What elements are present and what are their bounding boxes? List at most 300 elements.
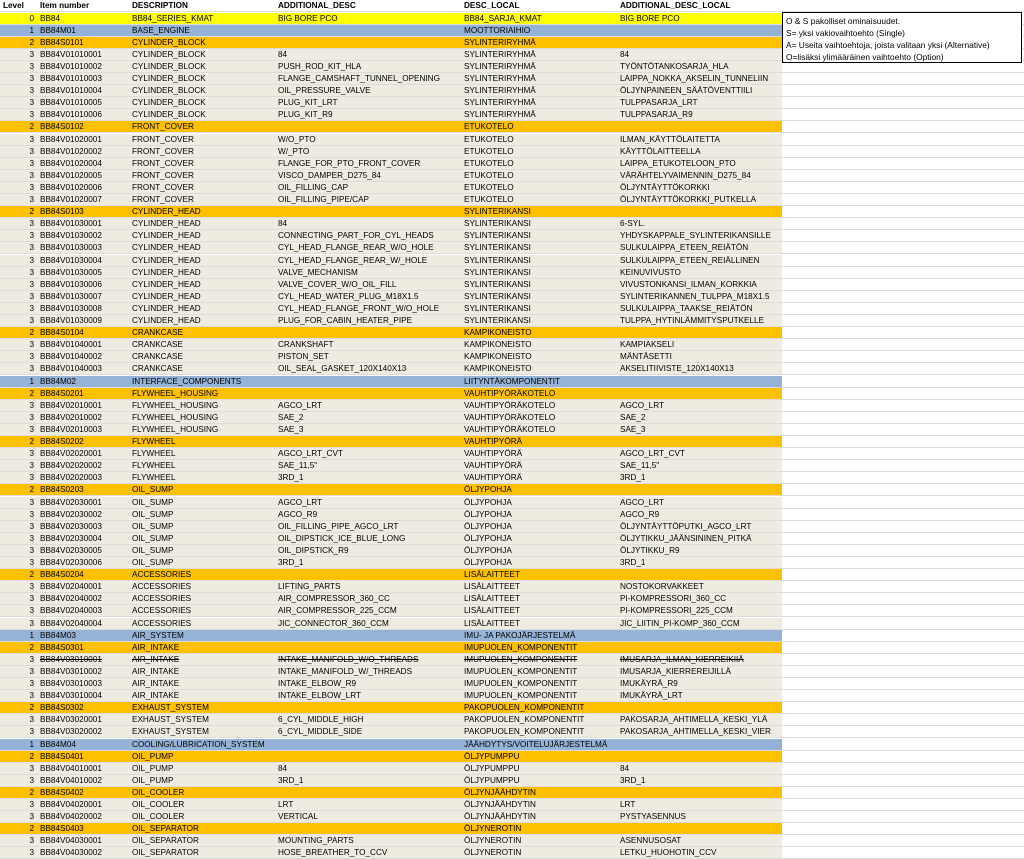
empty-cells[interactable] (782, 279, 1024, 290)
cell-additional-desc-local[interactable] (620, 327, 780, 338)
cell-description[interactable]: CRANKCASE (132, 364, 183, 374)
cell-desc-local[interactable]: IMU- JA PAKOJÄRJESTELMÄ (464, 630, 576, 640)
cell-level[interactable]: 3 (29, 340, 34, 350)
cell-additional-desc[interactable] (278, 388, 462, 399)
cell-description[interactable]: CYLINDER_HEAD (132, 243, 201, 253)
cell-additional-desc-local[interactable]: SYLINTERIKANNEN_TULPPA_M18X1.5 (620, 291, 770, 301)
cell-additional-desc-local[interactable]: PAKOSARJA_AHTIMELLA_KESKI_VIER (620, 727, 771, 737)
cell-description[interactable]: CRANKCASE (132, 328, 183, 338)
cell-item-number[interactable]: BB84V02030006 (40, 558, 102, 567)
cell-level[interactable]: 3 (29, 400, 34, 410)
cell-description[interactable]: AIR_INTAKE (132, 679, 180, 688)
table-row[interactable] (0, 799, 1024, 811)
empty-cells[interactable] (782, 714, 1024, 725)
empty-cells[interactable] (782, 242, 1024, 253)
cell-description[interactable]: OIL_SEPARATOR (132, 836, 199, 846)
cell-item-number[interactable]: BB84V02020003 (40, 473, 102, 483)
cell-desc-local[interactable]: VAUHTIPYÖRÄ (464, 473, 523, 483)
cell-desc-local[interactable]: LISÄLAITTEET (464, 606, 520, 616)
cell-additional-desc-local[interactable]: IMUKÄYRÄ_LRT (620, 691, 683, 701)
cell-additional-desc[interactable] (278, 376, 462, 387)
cell-description[interactable]: FLYWHEEL_HOUSING (132, 388, 219, 398)
table-row[interactable] (0, 763, 1024, 775)
cell-item-number[interactable]: BB84V02020002 (40, 461, 102, 471)
cell-additional-desc[interactable]: JIC_CONNECTOR_360_CCM (278, 618, 389, 628)
cell-description[interactable]: INTERFACE_COMPONENTS (132, 376, 242, 386)
cell-desc-local[interactable]: SYLINTERIKANSI (464, 231, 531, 241)
cell-level[interactable]: 3 (29, 291, 34, 301)
cell-description[interactable]: FRONT_COVER (132, 158, 194, 168)
cell-additional-desc[interactable] (278, 484, 462, 495)
cell-description[interactable]: COOLING/LUBRICATION_SYSTEM (132, 739, 265, 749)
cell-desc-local[interactable]: VAUHTIPYÖRÄ (464, 437, 523, 446)
cell-item-number[interactable]: BB84V03020001 (40, 715, 102, 725)
header-description[interactable]: DESCRIPTION (132, 1, 188, 10)
cell-item-number[interactable]: BB84V04030002 (40, 848, 102, 858)
empty-cells[interactable] (782, 533, 1024, 544)
table-row[interactable] (0, 400, 1024, 412)
cell-additional-desc[interactable]: 3RD_1 (278, 473, 304, 483)
cell-level[interactable]: 2 (29, 642, 34, 652)
cell-desc-local[interactable]: ÖLJYPOHJA (464, 521, 512, 531)
table-row[interactable] (0, 267, 1024, 279)
cell-description[interactable]: CYLINDER_BLOCK (132, 74, 206, 83)
cell-level[interactable]: 3 (29, 679, 34, 688)
table-row[interactable] (0, 388, 1024, 400)
cell-additional-desc-local[interactable]: 3RD_1 (620, 558, 646, 567)
cell-desc-local[interactable]: IMUPUOLEN_KOMPONENTIT (464, 642, 578, 652)
cell-item-number[interactable]: BB84M02 (40, 376, 76, 386)
cell-level[interactable]: 3 (29, 267, 34, 277)
cell-description[interactable]: FLYWHEEL_HOUSING (132, 400, 219, 410)
cell-description[interactable]: EXHAUST_SYSTEM (132, 703, 209, 713)
table-row[interactable] (0, 835, 1024, 847)
cell-additional-desc-local[interactable]: IMUSARJA_ILMAN_KIERREIKIIÄ (620, 654, 744, 664)
empty-cells[interactable] (782, 182, 1024, 193)
empty-cells[interactable] (782, 690, 1024, 701)
cell-desc-local[interactable]: ETUKOTELO (464, 182, 514, 192)
cell-additional-desc-local[interactable]: ÖLJYTIKKU_R9 (620, 545, 680, 555)
table-row[interactable] (0, 376, 1024, 388)
table-row[interactable] (0, 654, 1024, 666)
empty-cells[interactable] (782, 315, 1024, 326)
cell-description[interactable]: OIL_SUMP (132, 545, 174, 555)
table-row[interactable] (0, 581, 1024, 593)
cell-item-number[interactable]: BB84V01020006 (40, 182, 102, 192)
cell-description[interactable]: OIL_SUMP (132, 509, 174, 519)
table-row[interactable] (0, 823, 1024, 835)
cell-additional-desc[interactable]: AGCO_LRT_CVT (278, 449, 343, 459)
cell-item-number[interactable]: BB84V02040002 (40, 594, 102, 604)
cell-level[interactable]: 3 (29, 146, 34, 156)
cell-description[interactable]: FRONT_COVER (132, 122, 194, 132)
cell-desc-local[interactable]: SYLINTERIKANSI (464, 316, 531, 325)
cell-desc-local[interactable]: ETUKOTELO (464, 195, 514, 204)
cell-additional-desc-local[interactable]: TULPPA_HYTINLÄMMITYSPUTKELLE (620, 316, 765, 325)
cell-level[interactable]: 3 (29, 800, 34, 809)
cell-additional-desc[interactable]: PLUG_FOR_CABIN_HEATER_PIPE (278, 316, 413, 325)
cell-additional-desc-local[interactable]: MÄNTÄSETTI (620, 352, 672, 362)
empty-cells[interactable] (782, 255, 1024, 266)
table-row[interactable] (0, 279, 1024, 291)
table-row[interactable] (0, 702, 1024, 714)
cell-additional-desc-local[interactable]: TYÖNTÖTANKOSARJA_HLA (620, 61, 729, 71)
table-row[interactable] (0, 775, 1024, 787)
cell-item-number[interactable]: BB84V01020002 (40, 146, 102, 156)
cell-level[interactable]: 3 (29, 61, 34, 71)
cell-additional-desc-local[interactable] (620, 206, 780, 217)
cell-additional-desc-local[interactable]: PI-KOMPRESSORI_360_CC (620, 594, 727, 604)
cell-level[interactable]: 3 (29, 231, 34, 241)
cell-item-number[interactable]: BB84V02030002 (40, 509, 102, 519)
empty-cells[interactable] (782, 388, 1024, 399)
cell-item-number[interactable]: BB84S0101 (40, 37, 84, 47)
cell-item-number[interactable]: BB84V02010002 (40, 412, 102, 422)
empty-cells[interactable] (782, 642, 1024, 653)
cell-item-number[interactable]: BB84V03010002 (40, 666, 102, 676)
cell-description[interactable]: CYLINDER_BLOCK (132, 86, 206, 96)
cell-additional-desc[interactable]: 84 (278, 49, 288, 59)
cell-desc-local[interactable]: IMUPUOLEN_KOMPONENTIT (464, 691, 578, 701)
cell-additional-desc-local[interactable] (620, 739, 780, 750)
cell-desc-local[interactable]: SYLINTERIKANSI (464, 243, 531, 253)
cell-additional-desc[interactable]: CRANKSHAFT (278, 340, 334, 350)
cell-level[interactable]: 3 (29, 727, 34, 737)
empty-cells[interactable] (782, 472, 1024, 483)
table-row[interactable] (0, 545, 1024, 557)
table-row[interactable] (0, 121, 1024, 133)
cell-desc-local[interactable]: MOOTTORIAIHIO (464, 25, 531, 35)
cell-description[interactable]: CYLINDER_HEAD (132, 316, 201, 325)
empty-cells[interactable] (782, 194, 1024, 205)
cell-additional-desc[interactable]: OIL_DIPSTICK_ICE_BLUE_LONG (278, 533, 406, 543)
cell-item-number[interactable]: BB84S0401 (40, 751, 84, 761)
cell-additional-desc-local[interactable]: VIVUSTONKANSI_ILMAN_KORKKIA (620, 279, 757, 289)
cell-description[interactable]: OIL_SEPARATOR (132, 848, 199, 858)
cell-description[interactable]: OIL_SUMP (132, 485, 174, 495)
cell-desc-local[interactable]: ÖLJYPOHJA (464, 533, 512, 543)
cell-additional-desc[interactable]: CYL_HEAD_FLANGE_FRONT_W/O_HOLE (278, 303, 440, 313)
cell-additional-desc-local[interactable]: KAMPIAKSELI (620, 340, 675, 350)
cell-desc-local[interactable]: SYLINTERIRYHMÄ (464, 37, 536, 47)
cell-level[interactable]: 3 (29, 74, 34, 83)
cell-desc-local[interactable]: VAUHTIPYÖRÄ (464, 449, 523, 459)
table-row[interactable] (0, 739, 1024, 751)
cell-item-number[interactable]: BB84V03010004 (40, 691, 102, 701)
empty-cells[interactable] (782, 521, 1024, 532)
cell-item-number[interactable]: BB84 (40, 13, 61, 23)
cell-desc-local[interactable]: SYLINTERIKANSI (464, 207, 531, 217)
cell-level[interactable]: 1 (29, 630, 34, 640)
cell-item-number[interactable]: BB84V01040003 (40, 364, 102, 374)
table-row[interactable] (0, 726, 1024, 738)
cell-desc-local[interactable]: PAKOPUOLEN_KOMPONENTIT (464, 727, 585, 737)
cell-item-number[interactable]: BB84V01030001 (40, 219, 102, 229)
empty-cells[interactable] (782, 327, 1024, 338)
table-row[interactable] (0, 158, 1024, 170)
cell-description[interactable]: ACCESSORIES (132, 582, 192, 592)
cell-desc-local[interactable]: ÖLJYPUMPPU (464, 751, 520, 761)
cell-additional-desc[interactable]: AIR_COMPRESSOR_225_CCM (278, 606, 397, 616)
empty-cells[interactable] (782, 775, 1024, 786)
cell-additional-desc-local[interactable] (620, 37, 780, 48)
cell-additional-desc[interactable]: PISTON_SET (278, 352, 329, 362)
table-row[interactable] (0, 557, 1024, 569)
cell-description[interactable]: FLYWHEEL_HOUSING (132, 424, 219, 434)
cell-item-number[interactable]: BB84V01020005 (40, 170, 102, 180)
cell-additional-desc-local[interactable] (620, 751, 780, 762)
cell-additional-desc-local[interactable]: 84 (620, 49, 630, 59)
cell-description[interactable]: CYLINDER_BLOCK (132, 49, 206, 59)
cell-item-number[interactable]: BB84V04010001 (40, 763, 102, 773)
cell-level[interactable]: 3 (29, 424, 34, 434)
cell-level[interactable]: 3 (29, 836, 34, 846)
cell-level[interactable]: 3 (29, 606, 34, 616)
cell-additional-desc-local[interactable]: AGCO_LRT_CVT (620, 449, 685, 459)
cell-additional-desc-local[interactable]: YHDYSKAPPALE_SYLINTERIKANSILLE (620, 231, 771, 241)
cell-desc-local[interactable]: IMUPUOLEN_KOMPONENTIT (464, 666, 578, 676)
table-row[interactable] (0, 315, 1024, 327)
empty-cells[interactable] (782, 545, 1024, 556)
cell-additional-desc[interactable] (278, 823, 462, 834)
cell-description[interactable]: OIL_PUMP (132, 775, 174, 785)
cell-description[interactable]: CYLINDER_HEAD (132, 279, 201, 289)
cell-item-number[interactable]: BB84V01030008 (40, 303, 102, 313)
cell-level[interactable]: 3 (29, 545, 34, 555)
cell-level[interactable]: 3 (29, 195, 34, 204)
cell-desc-local[interactable]: VAUHTIPYÖRÄ (464, 461, 523, 471)
cell-description[interactable]: FLYWHEEL (132, 473, 176, 483)
cell-level[interactable]: 1 (29, 376, 34, 386)
cell-description[interactable]: OIL_PUMP (132, 763, 174, 773)
empty-cells[interactable] (782, 73, 1024, 84)
cell-item-number[interactable]: BB84V01030003 (40, 243, 102, 253)
cell-level[interactable]: 2 (29, 751, 34, 761)
cell-additional-desc[interactable]: SAE_11,5" (278, 461, 318, 471)
empty-cells[interactable] (782, 291, 1024, 302)
cell-desc-local[interactable]: ÖLJYPOHJA (464, 485, 512, 495)
cell-desc-local[interactable]: ÖLJYPOHJA (464, 497, 512, 507)
cell-level[interactable]: 3 (29, 558, 34, 567)
cell-level[interactable]: 1 (29, 739, 34, 749)
cell-desc-local[interactable]: SYLINTERIKANSI (464, 219, 531, 229)
cell-item-number[interactable]: BB84V01030002 (40, 231, 102, 241)
cell-desc-local[interactable]: LIITYNTÄKOMPONENTIT (464, 376, 560, 386)
cell-desc-local[interactable]: SYLINTERIKANSI (464, 267, 531, 277)
cell-item-number[interactable]: BB84V01040001 (40, 340, 102, 350)
cell-description[interactable]: OIL_SEPARATOR (132, 824, 199, 834)
cell-desc-local[interactable]: SYLINTERIKANSI (464, 279, 531, 289)
cell-item-number[interactable]: BB84V01030009 (40, 316, 102, 325)
cell-level[interactable]: 3 (29, 158, 34, 168)
cell-additional-desc[interactable]: CYL_HEAD_WATER_PLUG_M18X1.5 (278, 291, 419, 301)
cell-additional-desc-local[interactable] (620, 484, 780, 495)
cell-description[interactable]: FRONT_COVER (132, 195, 194, 204)
table-row[interactable] (0, 436, 1024, 448)
cell-level[interactable]: 3 (29, 775, 34, 785)
cell-level[interactable]: 2 (29, 207, 34, 217)
cell-additional-desc[interactable]: OIL_PRESSURE_VALVE (278, 86, 371, 96)
cell-additional-desc[interactable]: HOSE_BREATHER_TO_CCV (278, 848, 388, 858)
table-row[interactable] (0, 569, 1024, 581)
cell-level[interactable]: 1 (29, 25, 34, 35)
cell-level[interactable]: 3 (29, 594, 34, 604)
empty-cells[interactable] (782, 654, 1024, 665)
empty-cells[interactable] (782, 351, 1024, 362)
cell-description[interactable]: FLYWHEEL_HOUSING (132, 412, 219, 422)
header-desc-local[interactable]: DESC_LOCAL (464, 1, 520, 10)
cell-item-number[interactable]: BB84S0202 (40, 437, 84, 446)
cell-additional-desc[interactable]: LRT (278, 800, 294, 809)
empty-cells[interactable] (782, 509, 1024, 520)
table-row[interactable] (0, 666, 1024, 678)
cell-desc-local[interactable]: IMUPUOLEN_KOMPONENTIT (464, 679, 578, 688)
cell-level[interactable]: 3 (29, 412, 34, 422)
table-row[interactable] (0, 327, 1024, 339)
cell-description[interactable]: CYLINDER_HEAD (132, 267, 201, 277)
table-row[interactable] (0, 303, 1024, 315)
cell-description[interactable]: FLYWHEEL (132, 449, 176, 459)
cell-additional-desc-local[interactable]: KEINUVIVUSTO (620, 267, 681, 277)
cell-additional-desc-local[interactable]: SULKULAIPPA_ETEEN_REIÄTÖN (620, 243, 749, 253)
cell-additional-desc-local[interactable]: AGCO_R9 (620, 509, 660, 519)
cell-item-number[interactable]: BB84S0403 (40, 824, 84, 834)
table-row[interactable] (0, 351, 1024, 363)
cell-additional-desc-local[interactable] (620, 823, 780, 834)
table-row[interactable] (0, 714, 1024, 726)
table-row[interactable] (0, 255, 1024, 267)
header-additional-desc-local[interactable]: ADDITIONAL_DESC_LOCAL (620, 1, 731, 10)
table-row[interactable] (0, 206, 1024, 218)
cell-description[interactable]: CYLINDER_HEAD (132, 303, 201, 313)
empty-cells[interactable] (782, 484, 1024, 495)
cell-level[interactable]: 3 (29, 848, 34, 858)
cell-level[interactable]: 2 (29, 485, 34, 495)
cell-item-number[interactable]: BB84V03020002 (40, 727, 102, 737)
cell-additional-desc[interactable]: SAE_3 (278, 424, 304, 434)
cell-item-number[interactable]: BB84V01010001 (40, 49, 102, 59)
cell-additional-desc-local[interactable] (620, 630, 780, 641)
empty-cells[interactable] (782, 363, 1024, 374)
cell-description[interactable]: FRONT_COVER (132, 170, 194, 180)
table-row[interactable] (0, 85, 1024, 97)
cell-additional-desc-local[interactable]: AKSELITIIVISTE_120X140X13 (620, 364, 734, 374)
empty-cells[interactable] (782, 666, 1024, 677)
cell-item-number[interactable]: BB84V01020004 (40, 158, 102, 168)
empty-cells[interactable] (782, 702, 1024, 713)
cell-level[interactable]: 2 (29, 787, 34, 797)
empty-cells[interactable] (782, 448, 1024, 459)
empty-cells[interactable] (782, 739, 1024, 750)
cell-additional-desc-local[interactable]: JIC_LIITIN_PI-KOMP_360_CCM (620, 618, 740, 628)
cell-level[interactable]: 3 (29, 449, 34, 459)
cell-additional-desc-local[interactable]: ÖLJYTIKKU_JÄÄNSININEN_PITKÄ (620, 533, 752, 543)
cell-level[interactable]: 2 (29, 570, 34, 580)
cell-description[interactable]: AIR_INTAKE (132, 666, 180, 676)
cell-additional-desc[interactable]: MOUNTING_PARTS (278, 836, 354, 846)
cell-description[interactable]: OIL_COOLER (132, 800, 185, 809)
table-row[interactable] (0, 146, 1024, 158)
cell-item-number[interactable]: BB84V01030006 (40, 279, 102, 289)
cell-desc-local[interactable]: LISÄLAITTEET (464, 570, 520, 580)
cell-additional-desc[interactable] (278, 25, 462, 36)
table-row[interactable] (0, 339, 1024, 351)
cell-level[interactable]: 3 (29, 461, 34, 471)
cell-desc-local[interactable]: ETUKOTELO (464, 122, 514, 132)
empty-cells[interactable] (782, 847, 1024, 858)
cell-additional-desc[interactable]: VERTICAL (278, 812, 318, 822)
empty-cells[interactable] (782, 630, 1024, 641)
cell-additional-desc-local[interactable]: SULKULAIPPA_TAAKSE_REIÄTÖN (620, 303, 753, 313)
cell-description[interactable]: OIL_COOLER (132, 812, 185, 822)
empty-cells[interactable] (782, 751, 1024, 762)
cell-item-number[interactable]: BB84V01030005 (40, 267, 102, 277)
cell-level[interactable]: 3 (29, 618, 34, 628)
cell-item-number[interactable]: BB84V04010002 (40, 775, 102, 785)
cell-additional-desc[interactable]: VALVE_COVER_W/O_OIL_FILL (278, 279, 397, 289)
cell-additional-desc[interactable]: FLANGE_CAMSHAFT_TUNNEL_OPENING (278, 74, 440, 83)
cell-item-number[interactable]: BB84V01020007 (40, 195, 102, 204)
cell-item-number[interactable]: BB84V01010004 (40, 86, 102, 96)
empty-cells[interactable] (782, 726, 1024, 737)
cell-additional-desc[interactable]: VISCO_DAMPER_D275_84 (278, 170, 381, 180)
cell-level[interactable]: 3 (29, 654, 34, 664)
cell-item-number[interactable]: BB84V02040003 (40, 606, 102, 616)
cell-item-number[interactable]: BB84S0104 (40, 328, 84, 338)
cell-description[interactable]: CYLINDER_HEAD (132, 255, 201, 265)
empty-cells[interactable] (782, 146, 1024, 157)
cell-additional-desc-local[interactable]: ASENNUSOSAT (620, 836, 682, 846)
cell-item-number[interactable]: BB84V02030004 (40, 533, 102, 543)
cell-description[interactable]: FRONT_COVER (132, 134, 194, 144)
cell-description[interactable]: AIR_INTAKE (132, 642, 180, 652)
cell-desc-local[interactable]: ÖLJYNJÄÄHDYTIN (464, 800, 536, 809)
cell-level[interactable]: 2 (29, 388, 34, 398)
cell-level[interactable]: 3 (29, 666, 34, 676)
cell-additional-desc-local[interactable]: PYSTYASENNUS (620, 812, 686, 822)
cell-desc-local[interactable]: LISÄLAITTEET (464, 594, 520, 604)
table-row[interactable] (0, 448, 1024, 460)
cell-additional-desc[interactable] (278, 630, 462, 641)
cell-additional-desc[interactable] (278, 739, 462, 750)
cell-item-number[interactable]: BB84M04 (40, 739, 76, 749)
cell-desc-local[interactable]: KAMPIKONEISTO (464, 340, 532, 350)
cell-level[interactable]: 3 (29, 279, 34, 289)
cell-description[interactable]: AIR_INTAKE (132, 654, 180, 664)
cell-item-number[interactable]: BB84V01020001 (40, 134, 102, 144)
cell-description[interactable]: ACCESSORIES (132, 594, 192, 604)
cell-additional-desc-local[interactable]: 84 (620, 763, 630, 773)
cell-level[interactable]: 2 (29, 328, 34, 338)
cell-desc-local[interactable]: VAUHTIPYÖRÄKOTELO (464, 412, 556, 422)
cell-additional-desc-local[interactable] (620, 121, 780, 132)
cell-description[interactable]: CYLINDER_BLOCK (132, 110, 206, 120)
cell-item-number[interactable]: BB84V02040004 (40, 618, 102, 628)
cell-description[interactable]: CYLINDER_BLOCK (132, 61, 206, 71)
cell-description[interactable]: EXHAUST_SYSTEM (132, 715, 209, 725)
cell-additional-desc[interactable] (278, 702, 462, 713)
table-row[interactable] (0, 618, 1024, 630)
cell-additional-desc-local[interactable] (620, 376, 780, 387)
empty-cells[interactable] (782, 678, 1024, 689)
cell-level[interactable]: 0 (29, 13, 34, 23)
cell-additional-desc[interactable]: AGCO_LRT (278, 497, 322, 507)
cell-level[interactable]: 3 (29, 134, 34, 144)
cell-description[interactable]: CRANKCASE (132, 352, 183, 362)
cell-desc-local[interactable]: PAKOPUOLEN_KOMPONENTIT (464, 715, 585, 725)
table-row[interactable] (0, 533, 1024, 545)
cell-additional-desc-local[interactable] (620, 787, 780, 798)
